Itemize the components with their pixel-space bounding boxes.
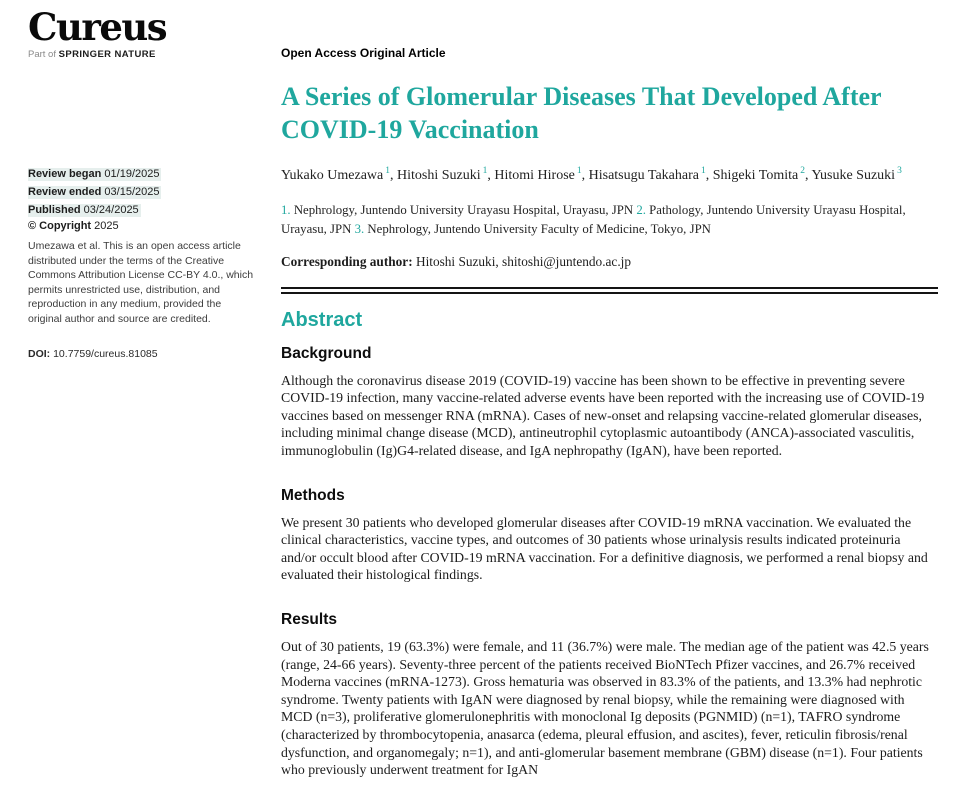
affiliation-number: 1. bbox=[281, 202, 291, 217]
corresponding-author bbox=[281, 253, 938, 271]
author bbox=[589, 168, 713, 183]
copyright-text: Umezawa et al. This is an open access article distributed under the terms of the Creative Commons Attribution License CC-BY 4.0., which permits unrestricted use, distribution, and reproduction in any medium, provided the original author and source are credited. bbox=[28, 240, 254, 325]
cureus-logo-block bbox=[28, 5, 258, 60]
author bbox=[397, 168, 494, 183]
affiliation-number: 2. bbox=[636, 202, 646, 217]
copyright-block bbox=[28, 220, 256, 327]
affiliation-list bbox=[281, 201, 938, 239]
corresponding-author-value: Hitoshi Suzuki, shitoshi@juntendo.ac.jp bbox=[415, 253, 631, 269]
results-heading: Results bbox=[281, 611, 337, 628]
affiliation-text: Nephrology, Juntendo University Urayasu Hospital, Urayasu, JPN bbox=[293, 202, 634, 217]
review-dates bbox=[28, 166, 256, 220]
cureus-logo: Cureus bbox=[28, 5, 167, 49]
tagline-prefix: Part of bbox=[28, 48, 59, 60]
affiliation-ref: 2 bbox=[800, 166, 805, 176]
author-name: Yusuke Suzuki bbox=[811, 167, 896, 183]
review-ended-date: 03/15/2025 bbox=[104, 186, 160, 198]
doi-block bbox=[28, 348, 256, 360]
copyright-label: © Copyright bbox=[28, 220, 92, 232]
author bbox=[713, 168, 812, 183]
author bbox=[494, 168, 588, 183]
author-separator: , bbox=[581, 167, 589, 183]
affiliation-text: Pathology, Juntendo University Urayasu Hospital, Urayasu, JPN bbox=[281, 202, 906, 236]
review-began-label: Review began bbox=[28, 168, 102, 180]
author-name: Shigeki Tomita bbox=[712, 167, 799, 183]
doi-value: 10.7759/cureus.81085 bbox=[53, 348, 158, 360]
author bbox=[811, 168, 901, 183]
affiliation-ref: 1 bbox=[385, 166, 390, 176]
corresponding-author-label: Corresponding author: bbox=[281, 253, 413, 269]
background-paragraph: Although the coronavirus disease 2019 (COVID-19) vaccine has been shown to be effective in preventing severe COVID-19 infection, many vaccine-related adverse events have been reported with the increasing use of COVID-19 vaccines based on messenger RNA (mRNA). Cases of new-onset and relapsing vaccine-related glomerular diseases, including minimal change disease (MCD), antineutrophil cytoplasmic autoantibody (ANCA)-associated vasculitis, immunoglobulin (Ig)G4-related disease, and IgA nephropathy (IgAN), have been reported. bbox=[281, 372, 925, 459]
background-heading: Background bbox=[281, 344, 372, 362]
section-divider bbox=[281, 287, 938, 294]
abstract-heading: Abstract bbox=[281, 308, 363, 331]
author-separator: , bbox=[705, 167, 713, 183]
affiliation-ref: 1 bbox=[482, 166, 488, 176]
author-separator: , bbox=[390, 167, 397, 183]
review-ended-line bbox=[28, 184, 256, 201]
author-name: Hitoshi Suzuki bbox=[397, 167, 481, 183]
copyright-heading bbox=[28, 220, 256, 232]
author bbox=[281, 168, 397, 183]
author-name: Hisatsugu Takahara bbox=[588, 167, 699, 183]
author-name: Yukako Umezawa bbox=[281, 167, 384, 183]
article-main bbox=[281, 46, 938, 779]
methods-paragraph: We present 30 patients who developed glomerular diseases after COVID-19 mRNA vaccination. We evaluated the clinical characteristics, vaccine types, and outcomes of 30 patients whose urinalysis results indicated proteinuria and/or occult blood after COVID-19 mRNA vaccination. For a definitive diagnosis, we performed a renal biopsy and evaluated their histological findings. bbox=[281, 514, 928, 583]
review-began-date: 01/19/2025 bbox=[104, 168, 160, 180]
article-type-label: Open Access Original Article bbox=[281, 46, 446, 60]
published-line bbox=[28, 202, 256, 219]
published-date: 03/24/2025 bbox=[83, 204, 139, 216]
affiliation-number: 3. bbox=[354, 221, 365, 236]
results-paragraph: Out of 30 patients, 19 (63.3%) were female, and 11 (36.7%) were male. The median age of the patient was 42.5 years (range, 24-66 years). Seventy-three percent of the patients received BioNTech Pfizer vaccines, and 26.7% received Moderna vaccines (mRNA-1273). Gross hematuria was observed in 83.3% of the patients, and 13.3% had nephrotic syndrome. Twenty patients with IgAN were diagnosed by renal biopsy, while the remaining were diagnosed with MCD (n=3), proliferative glomerulonephritis with monoclonal Ig deposits (PGNMID) (n=1), TAFRO syndrome (characterized by thrombocytopenia, anasarca (edema, pleural effusion, and ascites), fever, reticulin fibrosis/renal dysfunction, and organomegaly; n=1), and anti-glomerular basement membrane (GBM) disease (n=1). Four patients who previously underwent treatment for IgAN bbox=[281, 639, 929, 778]
copyright-year: 2025 bbox=[94, 220, 119, 232]
affiliation-ref: 1 bbox=[700, 166, 706, 176]
author-name: Hitomi Hirose bbox=[494, 167, 575, 183]
affiliation-ref: 1 bbox=[576, 166, 582, 176]
methods-heading: Methods bbox=[281, 486, 345, 504]
published-label: Published bbox=[28, 204, 81, 216]
article-title: A Series of Glomerular Diseases That Developed After COVID-19 Vaccination bbox=[281, 82, 882, 144]
author-list bbox=[281, 160, 938, 187]
review-began-line bbox=[28, 166, 256, 183]
springer-nature-label: SPRINGER NATURE bbox=[58, 48, 156, 60]
affiliation-ref: 3 bbox=[897, 166, 902, 176]
affiliation-text: Nephrology, Juntendo University Faculty of Medicine, Tokyo, JPN bbox=[367, 221, 711, 236]
author-separator: , bbox=[487, 167, 495, 183]
brand-tagline bbox=[28, 49, 258, 60]
author-separator: , bbox=[804, 167, 812, 183]
review-ended-label: Review ended bbox=[28, 186, 102, 198]
doi-label: DOI: bbox=[28, 348, 51, 360]
